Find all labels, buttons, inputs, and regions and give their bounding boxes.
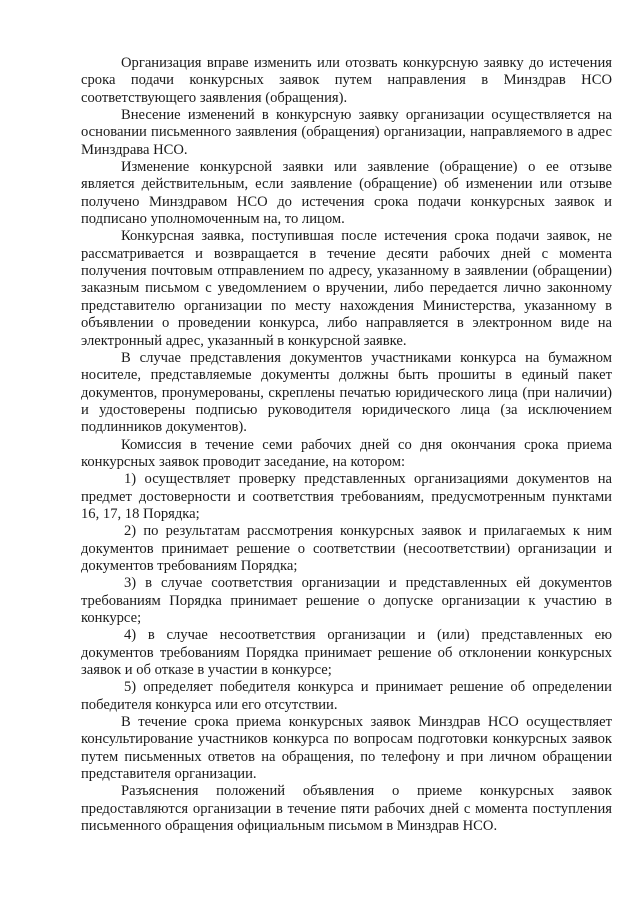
paragraph-change-or-withdraw: Организация вправе изменить или отозвать конкурсную заявку до истечения срока подачи конкурсных заявок путем направления в Минздрав НСО соответствующего заявления (обращения).	[81, 55, 612, 106]
paragraph-commission-meeting: Комиссия в течение семи рабочих дней со дня окончания срока приема конкурсных заявок проводит заседание, на котором:	[81, 436, 612, 470]
paragraph-amendments-basis: Внесение изменений в конкурсную заявку организации осуществляется на основании письменного заявления (обращения) организации, направляемого в адрес Минздрава НСО.	[81, 107, 612, 158]
list-item-compliance-decision: 2) по результатам рассмотрения конкурсных заявок и прилагаемых к ним документов принимает решение о соответствии (несоответствии) организации и документов требованиям Порядка;	[81, 523, 612, 574]
paragraph-consulting: В течение срока приема конкурсных заявок Минздрав НСО осуществляет консультирование участников конкурса по вопросам подготовки конкурсных заявок путем письменных ответов на обращения, по телефону и при личном обращении представителя организации.	[81, 714, 612, 783]
list-item-admission: 3) в случае соответствия организации и представленных ей документов требованиям Порядка принимает решение о допуске организации к участию в конкурсе;	[81, 575, 612, 626]
paragraph-late-application: Конкурсная заявка, поступившая после истечения срока подачи заявок, не рассматривается и возвращается в течение десяти рабочих дней с момента получения почтовым отправлением по адресу, указанному в заявлении (обращении) заказным письмом с уведомлением о вручении, либо передается лично законному представителю организации по месту нахождения Министерства, указанному в объявлении о проведении конкурса, либо направляется в электронном виде на электронный адрес, указанный в конкурсной заявке.	[81, 228, 612, 349]
document-page	[81, 55, 612, 835]
list-item-winner: 5) определяет победителя конкурса и принимает решение об определении победителя конкурса или его отсутствии.	[81, 679, 612, 713]
paragraph-paper-documents: В случае представления документов участниками конкурса на бумажном носителе, представляемые документы должны быть прошиты в единый пакет документов, пронумерованы, скреплены печатью юридического лица (при наличии) и удостоверены подписью руководителя юридического лица (за исключением подлинников документов).	[81, 349, 612, 436]
list-item-verification: 1) осуществляет проверку представленных организациями документов на предмет достоверности и соответствия требованиям, предусмотренным пунктами 16, 17, 18 Порядка;	[81, 471, 612, 522]
paragraph-validity: Изменение конкурсной заявки или заявление (обращение) о ее отзыве является действительным, если заявление (обращение) об изменении или отзыве получено Минздравом НСО до истечения срока подачи конкурсных заявок и подписано уполномоченным на, то лицом.	[81, 159, 612, 228]
paragraph-clarifications: Разъяснения положений объявления о приеме конкурсных заявок предоставляются организации в течение пяти рабочих дней с момента поступления письменного обращения официальным письмом в Минздрав НСО.	[81, 783, 612, 835]
list-item-rejection: 4) в случае несоответствия организации и (или) представленных ею документов требованиям Порядка принимает решение об отклонении конкурсных заявок и об отказе в участии в конкурсе;	[81, 627, 612, 679]
